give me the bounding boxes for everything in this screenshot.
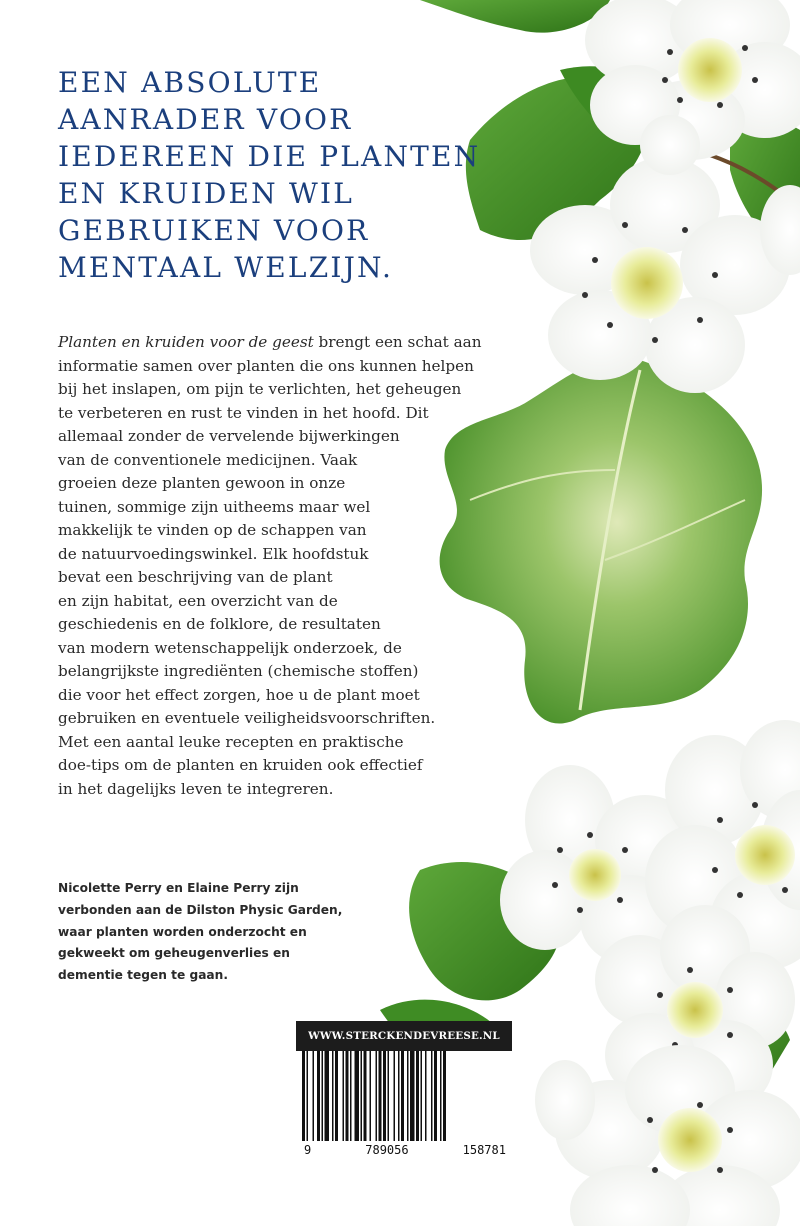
barcode-bar bbox=[394, 1051, 396, 1141]
barcode-bar bbox=[335, 1051, 338, 1141]
bio-line: gekweekt om geheugenverlies en bbox=[58, 946, 290, 961]
barcode-bar bbox=[383, 1051, 386, 1141]
barcode-bar bbox=[416, 1051, 419, 1141]
leaf bbox=[420, 0, 610, 33]
barcode-bar bbox=[443, 1051, 446, 1141]
headline-line: EN KRUIDEN WIL bbox=[58, 177, 355, 210]
blurb-line: gebruiken en eventuele veiligheidsvoorschriften. bbox=[58, 709, 436, 727]
barcode-bar bbox=[346, 1051, 349, 1141]
barcode-bar bbox=[325, 1051, 330, 1141]
blurb-first-line bbox=[58, 331, 498, 355]
headline-line: GEBRUIKEN VOOR bbox=[58, 214, 370, 247]
barcode-bar bbox=[322, 1051, 324, 1141]
blurb-first-line-rest: brengt een schat aan bbox=[313, 333, 482, 351]
barcode-bar bbox=[440, 1051, 442, 1141]
blurb-line: geschiedenis en de folklore, de resultaten bbox=[58, 615, 381, 633]
barcode-bar bbox=[431, 1051, 433, 1141]
isbn-digit-group: 789056 bbox=[365, 1143, 409, 1157]
barcode-bar bbox=[425, 1051, 427, 1141]
publisher-url: WWW.STERCKENDEVREESE.NL bbox=[296, 1021, 512, 1051]
blurb-line: van de conventionele medicijnen. Vaak bbox=[58, 450, 358, 469]
blurb-text bbox=[58, 331, 498, 801]
barcode-bar bbox=[364, 1051, 367, 1141]
blurb-line: van modern wetenschappelijk onderzoek, de bbox=[58, 638, 402, 657]
barcode-bar bbox=[370, 1051, 372, 1141]
bio-line: waar planten worden onderzocht en bbox=[58, 924, 307, 939]
author-bio bbox=[58, 878, 388, 987]
barcode-bar bbox=[350, 1051, 352, 1141]
barcode-bar bbox=[302, 1051, 305, 1141]
isbn-digit-group: 9 bbox=[304, 1143, 312, 1157]
headline bbox=[58, 64, 481, 286]
blurb-line: de natuurvoedingswinkel. Elk hoofdstuk bbox=[58, 544, 369, 563]
blurb-line: die voor het effect zorgen, hoe u de plant moet bbox=[58, 685, 420, 704]
bio-line: dementie tegen te gaan. bbox=[58, 968, 228, 983]
headline-line: AANRADER VOOR bbox=[58, 103, 353, 136]
blurb-line: informatie samen over planten die ons kunnen helpen bbox=[58, 356, 474, 375]
barcode-bar bbox=[398, 1051, 400, 1141]
barcode-bar bbox=[407, 1051, 409, 1141]
barcode-bar bbox=[332, 1051, 334, 1141]
barcode-bar bbox=[307, 1051, 309, 1141]
barcode-bar bbox=[388, 1051, 390, 1141]
barcode-bar bbox=[421, 1051, 423, 1141]
isbn-barcode bbox=[296, 1051, 512, 1169]
headline-line: IEDEREEN DIE PLANTEN bbox=[58, 140, 481, 173]
isbn-digit-group: 158781 bbox=[462, 1143, 506, 1157]
barcode-bar bbox=[379, 1051, 382, 1141]
barcode-bar bbox=[313, 1051, 315, 1141]
blurb-line: bij het inslapen, om pijn te verlichten, het geheugen bbox=[58, 380, 462, 398]
bio-line: verbonden aan de Dilston Physic Garden, bbox=[58, 902, 343, 917]
barcode-bar bbox=[410, 1051, 415, 1141]
barcode-bars bbox=[296, 1051, 512, 1143]
bio-line: Nicolette Perry en Elaine Perry zijn bbox=[58, 881, 299, 895]
blurb-line: belangrijkste ingrediënten (chemische stoffen) bbox=[58, 662, 419, 680]
barcode-bar bbox=[343, 1051, 345, 1141]
barcode-bar bbox=[376, 1051, 378, 1141]
blurb-line: bevat een beschrijving van de plant bbox=[58, 568, 333, 586]
headline-line: MENTAAL WELZIJN. bbox=[58, 251, 394, 284]
blurb-line: te verbeteren en rust te vinden in het hoofd. Dit bbox=[58, 403, 429, 422]
blurb-line: makkelijk te vinden op de schappen van bbox=[58, 521, 367, 539]
isbn-digits bbox=[296, 1143, 512, 1157]
barcode-bar bbox=[401, 1051, 404, 1141]
blurb-line: tuinen, sommige zijn uitheems maar wel bbox=[58, 497, 371, 516]
blurb-line: en zijn habitat, een overzicht van de bbox=[58, 591, 338, 610]
blurb-line: Met een aantal leuke recepten en praktische bbox=[58, 732, 404, 751]
barcode-bar bbox=[355, 1051, 360, 1141]
barcode-bar bbox=[434, 1051, 437, 1141]
blurb-line: doe-tips om de planten en kruiden ook effectief bbox=[58, 756, 423, 774]
blurb-line: allemaal zonder de vervelende bijwerkingen bbox=[58, 427, 400, 445]
book-title: Planten en kruiden voor de geest bbox=[58, 333, 314, 351]
headline-line: EEN ABSOLUTE bbox=[58, 66, 322, 99]
blurb-line: in het dagelijks leven te integreren. bbox=[58, 779, 334, 798]
barcode-bar bbox=[317, 1051, 320, 1141]
blurb-line: groeien deze planten gewoon in onze bbox=[58, 474, 346, 492]
barcode-bar bbox=[361, 1051, 363, 1141]
